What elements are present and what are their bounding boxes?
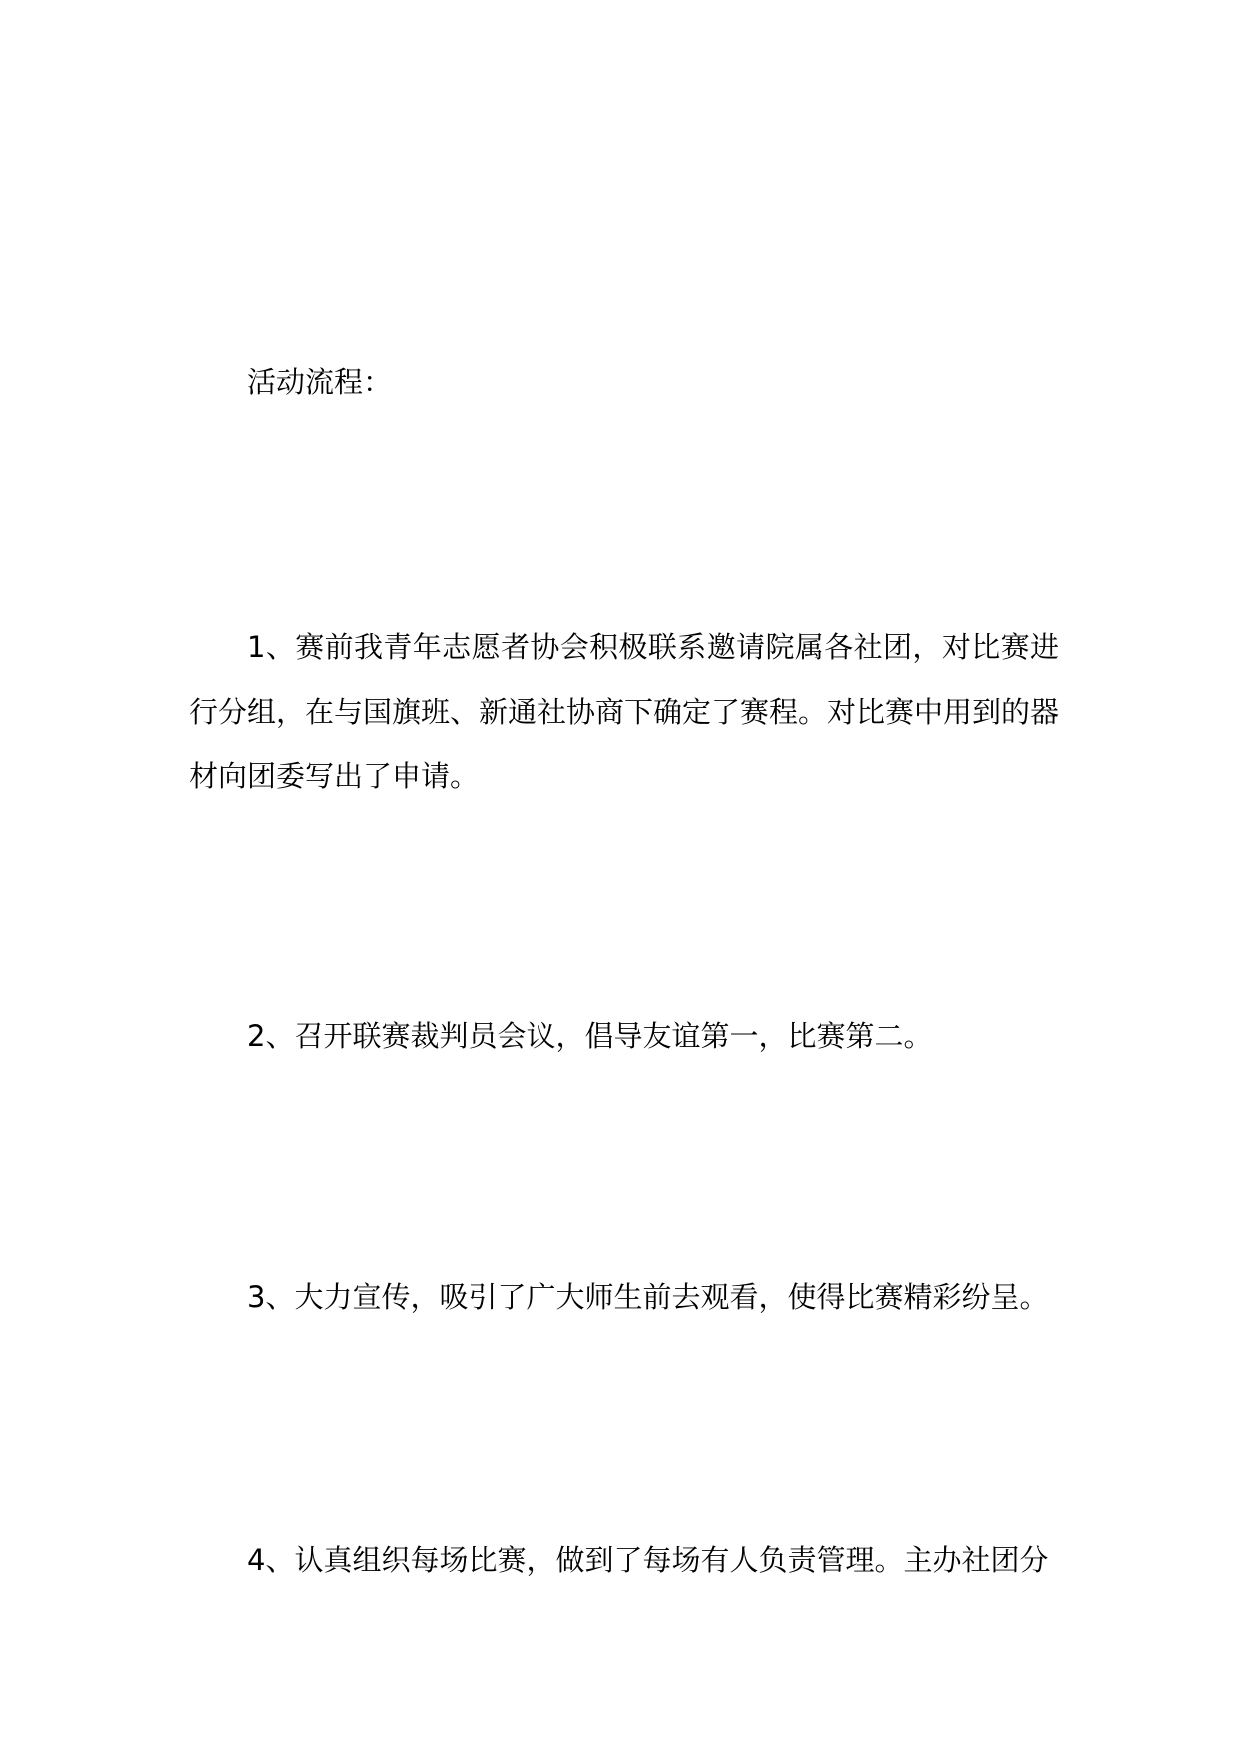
paragraph-line: 1、赛前我青年志愿者协会积极联系邀请院属各社团，对比赛进 (247, 630, 1059, 664)
paragraph-2 (189, 1004, 1059, 1069)
paragraph-line: 材向团委写出了申请。 (189, 759, 480, 793)
paragraph-3 (189, 1265, 1059, 1330)
section-heading-block (189, 350, 1059, 415)
paragraph-line: 2、召开联赛裁判员会议，倡导友谊第一，比赛第二。 (247, 1019, 933, 1053)
paragraph-line: 行分组，在与国旗班、新通社协商下确定了赛程。对比赛中用到的器 (189, 694, 1060, 729)
paragraph-line: 3、大力宣传，吸引了广大师生前去观看，使得比赛精彩纷呈。 (247, 1280, 1049, 1314)
paragraph-1 (189, 615, 1059, 809)
section-heading: 活动流程： (247, 365, 393, 399)
paragraph-4 (189, 1528, 1059, 1593)
paragraph-line: 4、认真组织每场比赛，做到了每场有人负责管理。主办社团分 (247, 1543, 1049, 1577)
